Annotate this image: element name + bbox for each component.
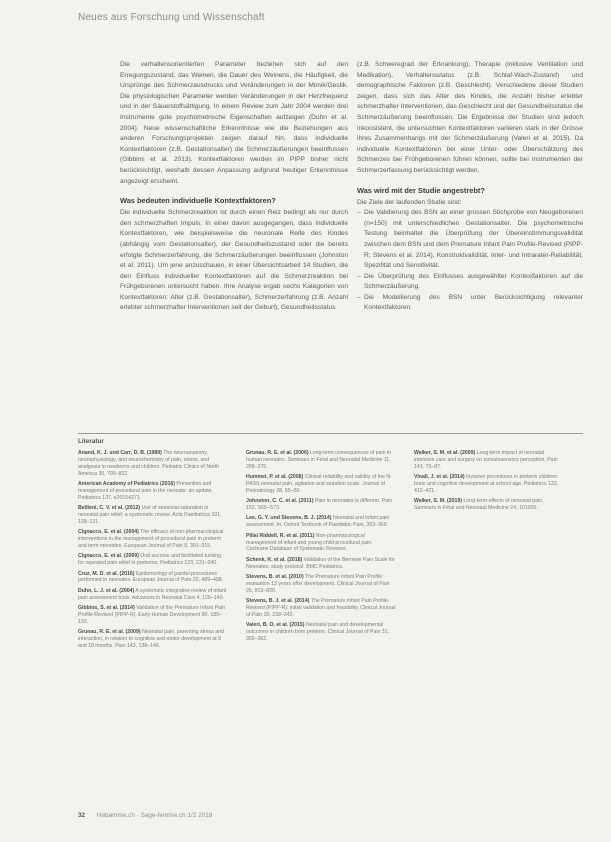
reference-author: Schenk, K. et al. (2018): [246, 556, 303, 563]
reference-text: Prevention and management of procedural pain in the neonate: an update. Pediatrics 137, e20154271.: [78, 481, 213, 501]
reference-entry: [246, 474, 396, 495]
reference-entry: [246, 450, 396, 471]
reference-text: Validation of the Bernese Pain Scale for Neonates: study protocol. BMC Pediatrics.: [246, 556, 395, 570]
reference-author: Grunau, R. E. et al. (2006): [246, 450, 309, 456]
reference-text: Invasive procedures in preterm children: brain and cognitive development at school age. Pediatrics 133, 412–421.: [414, 474, 559, 494]
list-item: – Die Modellierung des BSN unter Berücksichtigung relevanter Kontextfaktoren.: [357, 293, 583, 314]
reference-entry: [246, 515, 396, 529]
reference-author: Lee, G. Y. und Stevens, B. J. (2014): [246, 515, 332, 522]
reference-author: Vinall, J. et al. (2014): [414, 474, 465, 481]
reference-text: Oral sucrose and facilitated tucking for repeated pain relief in preterms. Pediatrics 123, 231–240.: [78, 553, 222, 567]
reference-author: Cignacco, E. et al. (2009): [78, 553, 139, 560]
text-column-left: [120, 60, 348, 314]
reference-text: Pain in neonates is different. Pain 152, S65–S73.: [246, 498, 393, 512]
references-divider: [78, 433, 583, 434]
reference-text: Epidemiology of painful procedures performed in neonates. European Journal of Pain 20, 489–498.: [78, 570, 224, 584]
reference-text: The neuroanatomy, neurophysiology, and neurochemistry of pain, stress, and analgesia in newborns and children. Pediatric Clinics of North America 36, 795–822.: [78, 450, 220, 477]
reference-author: Grunau, R. E. et al. (2009): [78, 629, 141, 636]
reference-entry: [78, 588, 228, 602]
reference-text: Long-term effects of neonatal pain. Seminars in Fetal and Neonatal Medicine 24, 101005.: [414, 498, 544, 512]
reference-author: Stevens, B. et al. (2010): [246, 573, 304, 580]
reference-author: Anand, K. J. und Carr, D. B. (1989): [78, 450, 162, 456]
reference-entry: [414, 474, 564, 495]
reference-text: Long-term consequences of pain in human neonates. Seminars in Fetal and Neonatal Medicine 11, 268–275.: [246, 450, 392, 470]
paragraph: Die individuelle Schmerzreaktion ist durch einen Reiz bedingt als nur durch den schmerzhaften Impuls. In einer davon ausgegangen, dass individuelle Kontextfaktoren, wie beispielsweise die neuronale Reife des Kindes (abhängig vom Gestationsalter), der Gesundheitszustand oder die bereits erfolgte Schmerzerfahrung, die Schmerzäußerungen beeinflussen (Johnston et al. 2011). Um jene anzuschauen, in einer Übersichtsarbeit 14 Studien, die den Einfluss individueller Kontextfaktoren auf die Schmerzreaktion bei Frühgeborenen untersucht haben. Ihre Analyse ergab sechs Kategorien von Kontextfaktoren: Alter (z.B. Gestationsalter), Schmerzerfahrung (z.B. Anzahl erlebter schmerzhafter Interventionen seit der Geburt), Gesundheitsstatus: [120, 209, 348, 312]
paragraph: Die verhaltensorientierten Parameter beziehen sich auf den Erregungszustand, das Weinen, die Dauer des Weinens, die Häufigkeit, die Ursprünge des Schmerzausdrucks und Veränderungen in der Mimik/Gestik. Die physiologischen Parameter werden Veränderungen in der Herzfrequenz und in der Sauerstoffsättigung. In einem Review zum Jahr 2004 werden drei Instrumente gute psychometrische Eigenschaften aufzeigen (Duhn et al. 2004). Neue wissenschaftliche Erkenntnisse wie die Beziehungen aus anderen Forschungsprojekten zeigen darauf hin, dass individuelle Kontextfaktoren (z.B. Gestationsalter) die Schmerzäußerungen beeinflussen (Gibbins et al. 2013). Kontextfaktoren werden im PIPP bisher nicht berücksichtigt, weshalb dessen Anpassung aufgrund heutiger Erkenntnisse angezeigt erscheint.: [120, 61, 348, 185]
reference-text: The Premature Infant Pain Profile: evaluation 13 years after development. Clinical Journal of Pain 26, 813–830.: [246, 573, 390, 594]
reference-entry: [414, 450, 564, 471]
page-footer: [78, 812, 212, 819]
page-number: 32: [78, 812, 86, 819]
footer-text: Hebamme.ch · Sage-femme.ch 1/2 2018: [96, 812, 213, 819]
reference-entry: [246, 557, 396, 571]
reference-entry: [78, 505, 228, 526]
reference-author: Duhn, L. J. et al. (2004): [78, 587, 135, 594]
reference-text: Use of sensorial saturation in neonatal pain relief: a systematic review. Acta Paediatrica 101, 128–131.: [78, 505, 222, 525]
reference-author: Walker, S. M. et al. (2009): [414, 450, 476, 456]
reference-entry: [414, 498, 564, 512]
reference-entry: [78, 529, 228, 550]
section-heading: Was bedeuten individuelle Kontextfaktoren?: [120, 196, 276, 206]
reference-author: American Academy of Pediatrics (2016): [78, 481, 175, 488]
section-heading: Was wird mit der Studie angestrebt?: [357, 185, 485, 195]
reference-text: A systematic integrative review of infant pain assessment tools. Advances in Neonatal Care 4, 126–140.: [78, 587, 227, 601]
reference-author: Cruz, M. D. et al. (2016): [78, 570, 135, 577]
list-intro: Die Ziele der laufenden Studie sind:: [357, 198, 462, 206]
reference-author: Hummel, P. et al. (2008): [246, 474, 304, 481]
reference-text: The efficacy of non-pharmacological interventions in the management of procedural pain in preterm and term neonates. European Journal of Pain 8, 301–315.: [78, 529, 224, 550]
reference-entry: [78, 553, 228, 567]
reference-entry: [78, 450, 228, 478]
reference-entry: [78, 481, 228, 502]
reference-text: Long-term impact of neonatal intensive care and surgery on somatosensory perception. Pain 141, 79–87.: [414, 450, 558, 470]
running-head: Neues aus Forschung und Wissenschaft: [78, 12, 265, 23]
reference-author: Stevens, B. J. et al. (2014): [246, 598, 310, 605]
reference-text: The Premature Infant Pain Profile-Revised (PIPP-R): initial validation and feasibility. Clinical Journal of Pain 30, 238–243.: [246, 598, 396, 618]
list-item: – Die Überprüfung des Einflusses ausgewählter Kontextfaktoren auf die Schmerzäußerung.: [357, 272, 583, 293]
reference-entry: [246, 574, 396, 595]
reference-entry: [246, 533, 396, 554]
reference-author: Walker, S. M. (2019): [414, 498, 462, 505]
reference-author: Cignacco, E. et al. (2004): [78, 529, 139, 536]
reference-text: Clinical reliability and validity of the N-PASS neonatal pain, agitation and sedation scale. Journal of Perinatology 28, 55–60.: [246, 474, 392, 494]
reference-author: Pillai Riddell, R. et al. (2011): [246, 532, 315, 539]
references-column: [246, 450, 396, 646]
reference-text: Neonatal pain and developmental outcomes in children born preterm. Clinical Journal of Pain 31, 355–362.: [246, 622, 390, 642]
reference-text: Neonatal and infant pain assessment. In: Oxford Textbook of Paediatric Pain, 353–369.: [246, 515, 390, 529]
reference-author: Bellieni, C. V. et al. (2012): [78, 505, 141, 512]
list-item: – Die Validierung des BSN an einer grossen Stichprobe von Neugeborenen (n=150) mit unterschiedlichen Gestationsalter. Die psychometrische Testung beinhaltet die Überprüfung der Übereinstimmungsvalidität zwischen dem BSN und dem Premature Infant Pain Profile-Revised (PIPP-R; Stevens et al. 2014), Konstruktvalidität, Inter- und Intrarater-Reliabilität, Spezifität und Sensitivität.: [357, 208, 583, 272]
goals-list: [357, 208, 583, 314]
reference-entry: [78, 571, 228, 585]
reference-entry: [78, 605, 228, 626]
reference-author: Johnston, C. C. et al. (2011): [246, 498, 314, 505]
reference-text: Validation of the Premature Infant Pain Profile-Revised (PIPP-R). Early Human Development 90, 189–193.: [78, 604, 225, 625]
references-heading: Literatur: [78, 438, 104, 445]
references-column: [78, 450, 228, 653]
reference-entry: [78, 629, 228, 650]
paragraph: (z.B. Schweregrad der Erkrankung), Therapie (inklusive Ventilation und Medikation), Verhaltensstatus (z.B. Schlaf-Wach-Zustand) und demographische Faktoren (z.B. Geschlecht). Verschiedene dieser Studien zeigen, dass sich das Alter des Kindes, die Anzahl bisher erlebter schmerzhafter Interventionen, das Geschlecht und der Gesundheitsstatus die Schmerzäußerung beeinflussen. Die Ergebnisse der Studien sind jedoch inkonsistent, die untersuchten Kontextfaktoren variieren stark in der Grösse ihres Zusammenhangs mit der Schmerzäußerung (Valeri et al. 2015). Da individuelle Kontextfaktoren bei einer Unter- oder Überschätzung des Schmerzes bei Frühgeborenen führen können, sollte bei Instrumenten der Schmerzerfassung berücksichtigt werden.: [357, 61, 583, 174]
reference-entry: [246, 498, 396, 512]
references-column: [414, 450, 564, 515]
reference-entry: [246, 598, 396, 619]
reference-author: Gibbins, S. et al. (2014): [78, 604, 135, 611]
reference-text: Non-pharmacological management of infant and young child procedural pain. Cochrane Database of Systematic Reviews.: [246, 532, 373, 553]
text-column-right: [357, 60, 583, 314]
reference-entry: [246, 622, 396, 643]
reference-text: Neonatal pain, parenting stress and interaction, in relation to cognitive and motor development at 8 and 18 months. Pain 143, 138–146.: [78, 629, 224, 649]
reference-author: Valeri, B. O. et al. (2015): [246, 622, 305, 629]
